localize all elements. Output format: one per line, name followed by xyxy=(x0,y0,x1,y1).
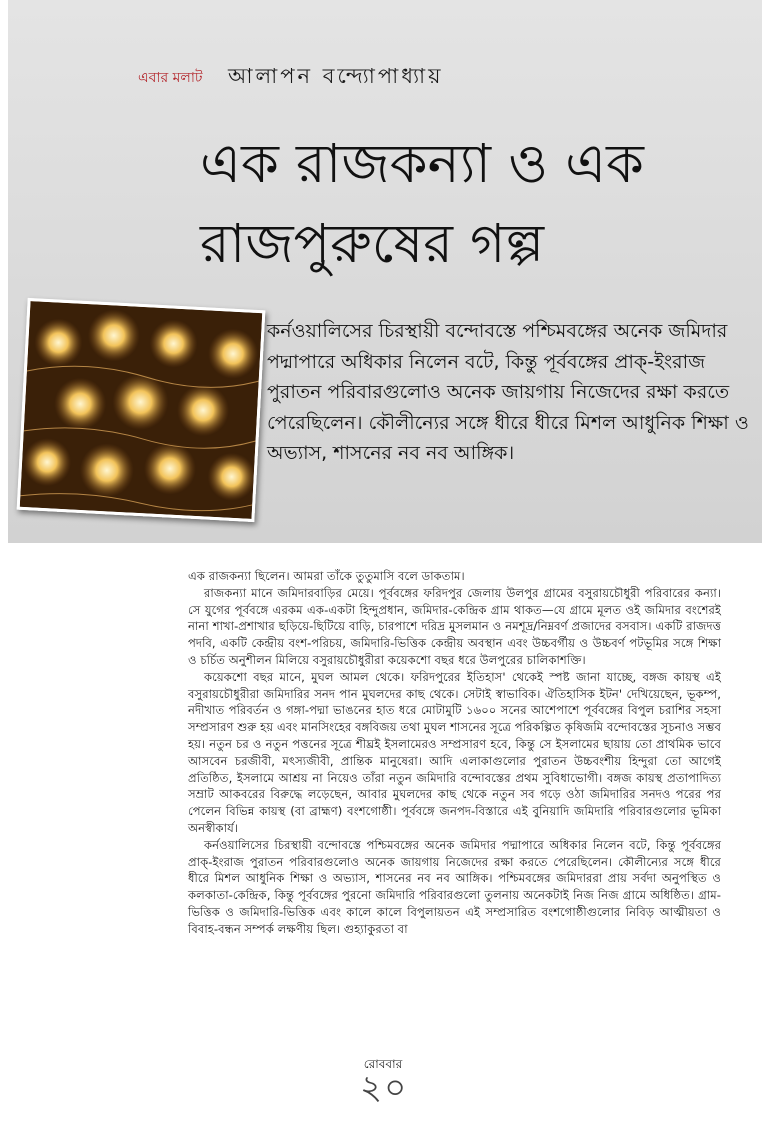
page-number: ২০ xyxy=(360,1068,409,1108)
headline: এক রাজকন্যা ও এক রাজপুরুষের গল্প xyxy=(200,132,644,275)
body-paragraph: রাজকন্যা মানে জমিদারবাড়ির মেয়ে। পূর্ববঙ্গের ফরিদপুর জেলায় উলপুর গ্রামের বসুরায়চৌধুরী পরিবারের কন্যা। সে যুগের পূর্ববঙ্গে এরকম এক-একটা হিন্দুপ্রধান, জমিদার-কেন্দ্রিক গ্রাম থাকত—যে গ্রামে মূলত ওই জমিদার বংশেরই নানা শাখা-প্রশাখার ছড়িয়ে-ছিটিয়ে বাড়ি, চারপাশে দরিদ্র মুসলমান ও নমশূদ্র/নিম্নবর্ণ প্রজাদের বসবাস। একটি রাজদত্ত পদবি, একটি কেন্দ্রীয় বংশ-পরিচয়, জমিদারি-ভিত্তিক কেন্দ্রীয় অবস্থান এবং উচ্চবর্গীয় ও উচ্চবর্ণ পটভূমির সঙ্গে শিক্ষা ও চর্চিত অনুশীলন মিলিয়ে বসুরায়চৌধুরীরা কয়েকশো বছর ধরে উলপুরের চালিকাশক্তি। xyxy=(188,585,721,667)
body-paragraph: কয়েকশো বছর মানে, মুঘল আমল থেকে। ফরিদপুরের ইতিহাস' থেকেই স্পষ্ট জানা যাচ্ছে, বঙ্গজ কায়স্থ এই বসুরায়চৌধুরীরা জমিদারির সনদ পান মুঘলদের কাছ থেকে। সেটাই স্বাভাবিক। ঐতিহাসিক ইটন' দেখিয়েছেন, ভূকম্প, নদীখাত পরিবর্তন ও গঙ্গা-পদ্মা ভাঙনের হাত ধরে মোটামুটি ১৬০০ সনের আশেপাশে পূর্ববঙ্গের বিপুল চরাশির সহসা সম্প্রসারণ শুরু হয় এবং মানসিংহের বঙ্গবিজয় তথা মুঘল শাসনের সূত্রে পরিকল্পিত কৃষিজমি বন্দোবস্তের সূচনাও সম্ভব হয়। নতুন চর ও নতুন পত্তনের সূত্রে শীঘ্রই ইসলামেরও সম্প্রসারণ হবে, কিন্তু সে ইসলামের ছায়ায় তো প্রাথমিক ভাবে আসবেন চরজীবী, মৎস্যজীবী, প্রান্তিক মানুষেরা। আদি এলাকাগুলোর পুরাতন উচ্চবংশীয় হিন্দুরা তো আগেই প্রতিষ্ঠিত, ইসলামে আশ্রয় না নিয়েও তাঁরা নতুন জমিদারি বন্দোবস্তের প্রথম সুবিধাভোগী। বঙ্গজ কায়স্থ প্রতাপাদিত্য সম্রাট আকবরের বিরুদ্ধে লড়েছেন, আবার মুঘলদের কাছ থেকে নতুন সব গড়ে ওঠা জমিদারির সনদও পরের পর পেলেন বিভিন্ন কায়স্থ (বা ব্রাহ্মণ) বংশগোষ্ঠী। পূর্ববঙ্গে জনপদ-বিস্তারে এই বুনিয়াদি জমিদারি পরিবারগুলোর ভূমিকা অনস্বীকার্য। xyxy=(188,669,721,835)
author-name: আলাপন বন্দ্যোপাধ্যায় xyxy=(228,64,444,88)
section-label: এবার মলাট xyxy=(138,70,203,86)
footer-label: রোববার xyxy=(363,1057,403,1071)
intro-text: কর্নওয়ালিসের চিরস্থায়ী বন্দোবস্তে পশ্চিমবঙ্গের অনেক জমিদার পদ্মাপারে অধিকার নিলেন বটে, কিন্তু পূর্ববঙ্গের প্রাক্-ইংরাজ পুরাতন পরিবারগুলোও অনেক জায়গায় নিজেদের রক্ষা করতে পেরেছিলেন। কৌলীন্যের সঙ্গে ধীরে ধীরে মিশল আধুনিক শিক্ষা ও অভ্যাস, শাসনের নব নব আঙ্গিক। xyxy=(267,320,749,464)
chandelier-photo xyxy=(17,298,266,522)
body-paragraph: কর্নওয়ালিসের চিরস্থায়ী বন্দোবস্তে পশ্চিমবঙ্গের অনেক জমিদার পদ্মাপারে অধিকার নিলেন বটে, কিন্তু পূর্ববঙ্গের প্রাক্-ইংরাজ পুরাতন পরিবারগুলোও অনেক জায়গায় নিজেদের রক্ষা করতে পেরেছিলেন। কৌলীন্যের সঙ্গে ধীরে ধীরে মিশল আধুনিক শিক্ষা ও অভ্যাস, শাসনের নব নব আঙ্গিক। পশ্চিমবঙ্গের জমিদাররা প্রায় সর্বদা অনুপস্থিত ও কলকাতা-কেন্দ্রিক, কিন্তু পূর্ববঙ্গের পুরনো জমিদারি পরিবারগুলো তুলনায় অনেকটাই নিজ নিজ গ্রামে অধিষ্ঠিত। গ্রাম-ভিত্তিক ও জমিদারি-ভিত্তিক এবং কালে কালে বিপুলায়তন এই সম্প্রসারিত বংশগোষ্ঠীগুলোর নিবিড় আত্মীয়তা ও বিবাহ-বন্ধন সম্পর্ক লক্ষণীয় ছিল। গুহ্যাকুরতা বা xyxy=(188,837,721,936)
body-paragraph: এক রাজকন্যা ছিলেন। আমরা তাঁকে তুতুমাসি বলে ডাকতাম। xyxy=(188,569,465,583)
chandelier-illustration xyxy=(20,301,262,519)
article-body xyxy=(188,568,721,938)
